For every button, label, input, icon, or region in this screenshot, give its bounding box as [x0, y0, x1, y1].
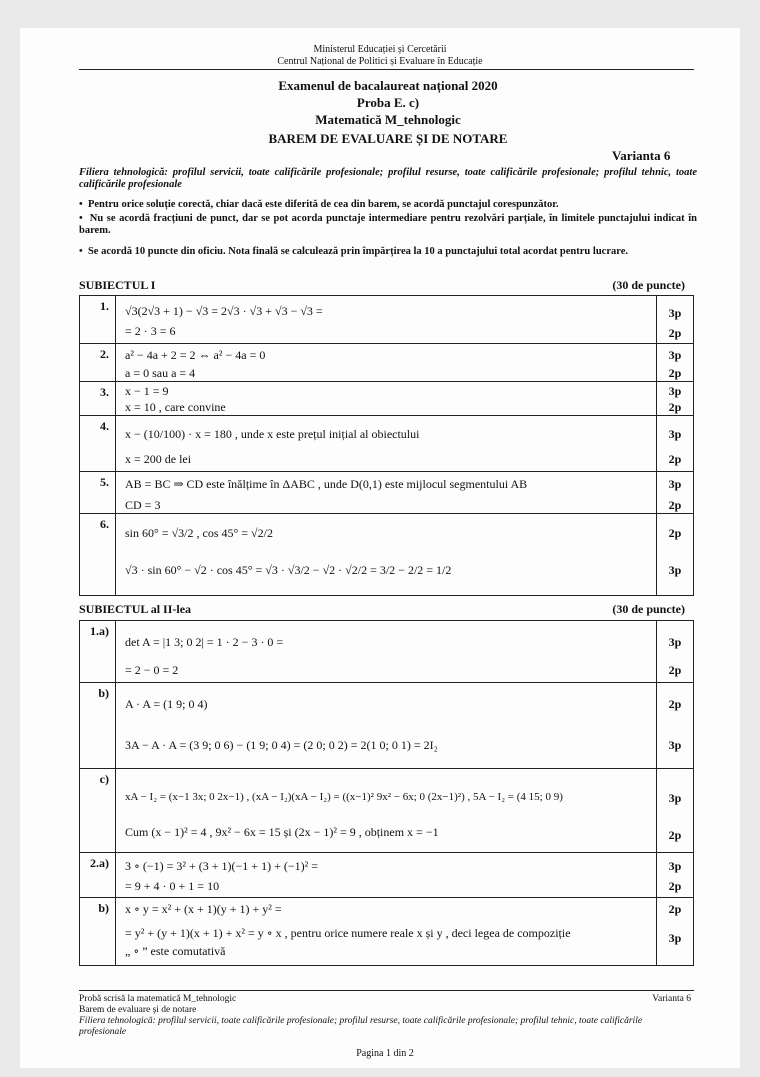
subject-title: Matematică M_tehnologic — [315, 112, 461, 127]
header-rule — [79, 69, 694, 70]
barem-title: BAREM DE EVALUARE ȘI DE NOTARE — [268, 131, 508, 146]
item-points: 3p 2p — [657, 769, 694, 853]
table-row — [80, 621, 694, 683]
item-number: 2. — [80, 344, 116, 382]
item-number: 5. — [80, 472, 116, 514]
note-bullet-2-text: Nu se acordă fracțiuni de punct, dar se pot acorda punctaje intermediare pentru rezolvări parțiale, în limitele punctajului indicat în barem. — [79, 213, 697, 236]
item-number: b) — [80, 898, 116, 966]
item-solution: 3 ∘ (−1) = 3² + (3 + 1)(−1 + 1) + (−1)² = = 9 + 4 · 0 + 1 = 10 — [116, 853, 657, 898]
note-bullet-2: • Nu se acordă fracțiuni de punct, dar se pot acorda punctaje intermediare pentru rezolvări parțiale, în limitele punctajului indicat în barem. — [79, 213, 697, 236]
item-solution: sin 60° = √3/2 , cos 45° = √2/2 √3 · sin 60° − √2 · cos 45° = √3 · √3/2 − √2 · √2/2 = 3/2 − 2/2 = 1/2 — [116, 514, 657, 596]
note-bullet-1: • Pentru orice soluție corectă, chiar dacă este diferită de cea din barem, se acordă punctajul corespunzător. — [79, 199, 559, 210]
item-points: 3p 2p — [657, 853, 694, 898]
center-name: Centrul Național de Politici și Evaluare în Educație — [277, 56, 483, 67]
item-solution: a² − 4a + 2 = 2 ⇔ a² − 4a = 0 a = 0 sau a = 4 — [116, 344, 657, 382]
exam-title: Examenul de bacalaureat național 2020 — [278, 78, 498, 93]
section-1-table — [79, 295, 694, 596]
table-row — [80, 769, 694, 853]
footer-line-2: Barem de evaluare și de notare — [79, 1005, 197, 1015]
item-points: 3p 2p — [657, 416, 694, 472]
table-row — [80, 853, 694, 898]
item-number: 3. — [80, 382, 116, 416]
table-row — [80, 344, 694, 382]
item-number: b) — [80, 683, 116, 769]
item-points: 3p 2p — [657, 344, 694, 382]
footer-variant: Varianta 6 — [652, 994, 691, 1004]
item-points: 3p 2p — [657, 621, 694, 683]
item-number: c) — [80, 769, 116, 853]
variant-label: Varianta 6 — [612, 148, 671, 163]
table-row — [80, 296, 694, 344]
item-points: 2p 3p — [657, 514, 694, 596]
item-number: 2.a) — [80, 853, 116, 898]
note-bullet-3: • Se acordă 10 puncte din oficiu. Nota finală se calculează prin împărțirea la 10 a punctajului total acordat pentru lucrare. — [79, 246, 628, 257]
item-number: 1. — [80, 296, 116, 344]
footer-line-1: Probă scrisă la matematică M_tehnologic — [79, 994, 237, 1004]
item-number: 1.a) — [80, 621, 116, 683]
item-solution: x ∘ y = x² + (x + 1)(y + 1) + y² = = y² + (y + 1)(x + 1) + x² = y ∘ x , pentru orice numere reale x și y , deci legea de compoziție „ ∘ ” este comutativă — [116, 898, 657, 966]
footer-block — [79, 994, 691, 1038]
table-row — [80, 382, 694, 416]
item-solution: xA − I₂ = (x−1 3x; 0 2x−1) , (xA − I₂)(xA − I₂) = ((x−1)² 9x² − 6x; 0 (2x−1)²) , 5A − I₂ = (4 15; 0 9) Cum (x − 1)² = 4 , 9x² − 6x = 15 și (2x − 1)² = 9 , obținem x = −1 — [116, 769, 657, 853]
table-row — [80, 514, 694, 596]
table-row — [80, 683, 694, 769]
table-row — [80, 898, 694, 966]
table-row — [80, 472, 694, 514]
note-bullet-3-text: Se acordă 10 puncte din oficiu. Nota finală se calculează prin împărțirea la 10 a punctajului total acordat pentru lucrare. — [87, 246, 628, 257]
item-points: 2p 3p — [657, 683, 694, 769]
item-points: 3p 2p — [657, 382, 694, 416]
item-solution: √3(2√3 + 1) − √3 = 2√3 · √3 + √3 − √3 = = 2 · 3 = 6 — [116, 296, 657, 344]
section-2-points: (30 de puncte) — [612, 602, 685, 616]
item-solution: x − (10/100) · x = 180 , unde x este prețul inițial al obiectului x = 200 de lei — [116, 416, 657, 472]
section-2-table — [79, 620, 694, 966]
item-solution: AB = BC ⇒ CD este înălțime în ΔABC , unde D(0,1) este mijlocul segmentului AB CD = 3 — [116, 472, 657, 514]
section-1-points: (30 de puncte) — [612, 278, 685, 292]
item-points: 3p 2p — [657, 296, 694, 344]
item-solution: A · A = (1 9; 0 4) 3A − A · A = (3 9; 0 6) − (1 9; 0 4) = (2 0; 0 2) = 2(1 0; 0 1) = 2I₂ — [116, 683, 657, 769]
note-bullet-1-text: Pentru orice soluție corectă, chiar dacă este diferită de cea din barem, se acordă punctajul corespunzător. — [87, 199, 559, 210]
item-points: 3p 2p — [657, 472, 694, 514]
item-number: 6. — [80, 514, 116, 596]
item-number: 4. — [80, 416, 116, 472]
footer-rule — [79, 990, 694, 991]
section-2-header — [79, 602, 685, 617]
proba-title: Proba E. c) — [356, 95, 420, 110]
filiera-note: Filiera tehnologică: profilul servicii, toate calificările profesionale; profilul resurse, toate calificările profesionale; profilul tehnic, toate calificările profesionale — [79, 167, 697, 190]
item-points: 2p 3p — [657, 898, 694, 966]
section-2-title: SUBIECTUL al II-lea — [79, 602, 192, 616]
section-1-header — [79, 278, 685, 293]
item-solution: det A = |1 3; 0 2| = 1 · 2 − 3 · 0 = = 2 − 0 = 2 — [116, 621, 657, 683]
item-solution: x − 1 = 9 x = 10 , care convine — [116, 382, 657, 416]
footer-line-3: Filiera tehnologică: profilul servicii, toate calificările profesionale; profilul resurse, toate calificările profesionale; profilul tehnic, toate calificările profesionale — [79, 1016, 643, 1037]
section-1-title: SUBIECTUL I — [79, 278, 156, 292]
ministry-name: Ministerul Educației și Cercetării — [313, 44, 447, 55]
page-number: Pagina 1 din 2 — [356, 1048, 414, 1059]
table-row — [80, 416, 694, 472]
